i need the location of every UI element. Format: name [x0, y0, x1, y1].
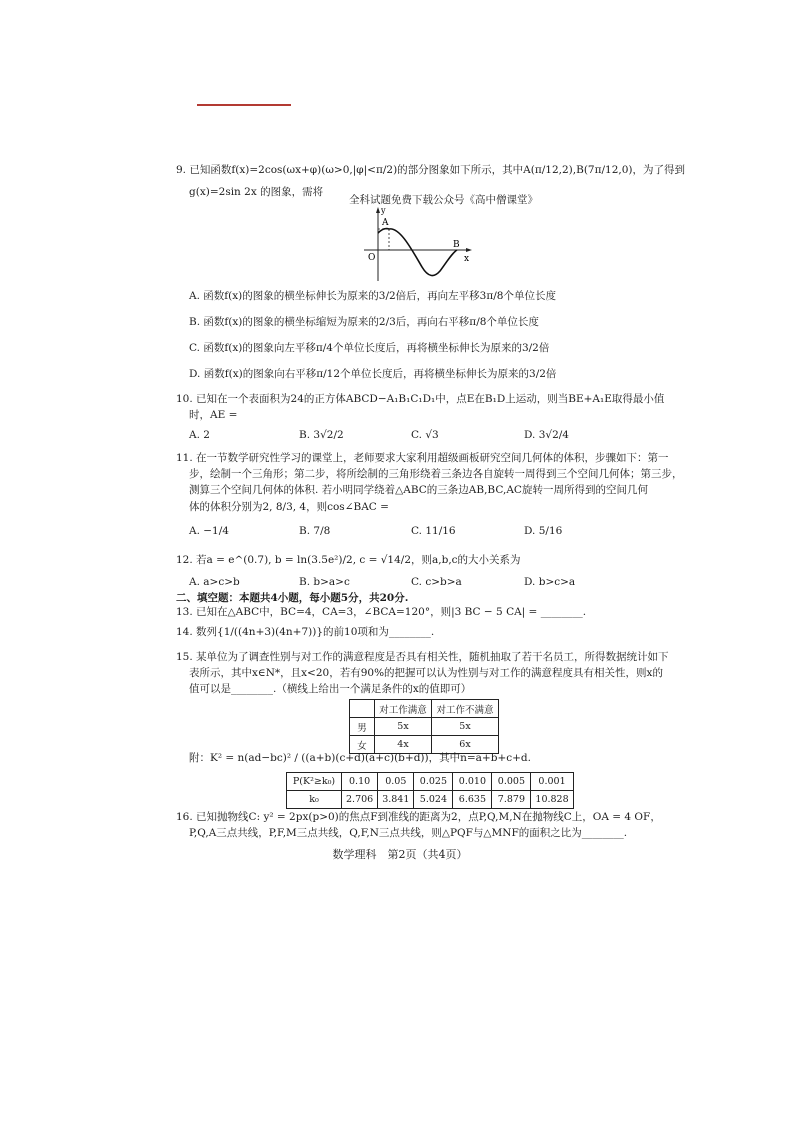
q16-line2: P,Q,A三点共线，P,F,M三点共线，Q,F,N三点共线，则△PQF与△MNF的面积之比为________.: [189, 827, 628, 839]
table-cell: 男: [350, 718, 375, 736]
y-axis-label: y: [381, 206, 386, 215]
q11-option-b: B. 7/8: [299, 525, 331, 537]
section-2-heading: 二、填空题：本题共4小题，每小题5分，共20分.: [176, 592, 409, 604]
table-cell: 7.879: [492, 791, 531, 809]
table-cell: 4x: [375, 736, 432, 754]
table-cell: k₀: [287, 791, 342, 809]
q10-option-a: A. 2: [189, 429, 210, 441]
page-footer: 数学理科 第2页（共4页）: [332, 848, 468, 861]
q10-line1: 10. 已知在一个表面积为24的正方体ABCD−A₁B₁C₁D₁中，点E在B₁D上运动，则当BE+A₁E取得最小值: [176, 393, 665, 405]
q9-line1: 9. 已知函数f(x)=2cos(ωx+φ)(ω>0,|φ|<π/2)的部分图象如下所示，其中A(π/12,2),B(7π/12,0)，为了得到: [176, 164, 686, 176]
q12-option-b: B. b>a>c: [299, 576, 350, 588]
q9-option-a: A. 函数f(x)的图象的横坐标伸长为原来的3/2倍后，再向左平移3π/8个单位长度: [189, 290, 556, 302]
table-cell: 2.706: [342, 791, 378, 809]
x-axis-label: x: [464, 254, 470, 264]
point-b-label: B: [453, 240, 460, 250]
table-cell: [350, 700, 375, 718]
q10-line2: 时，AE =: [189, 409, 238, 421]
q11-line2: 步，绘制一个三角形；第二步，将所绘制的三角形绕着三条边各自旋转一周得到三个空间几何体；第三步，: [189, 468, 683, 480]
x-axis-arrow: [466, 248, 472, 252]
q14-text: 14. 数列{1/((4n+3)(4n+7))}的前10项和为________.: [176, 626, 435, 638]
q12-line1: 12. 若a = e^(0.7), b = ln(3.5e²)/2, c = √14/2，则a,b,c的大小关系为: [176, 554, 521, 566]
q9-line2: g(x)=2sin 2x 的图象，需将: [189, 186, 324, 198]
q15-critical-value-table: [286, 772, 574, 809]
table-cell: 0.10: [342, 773, 378, 791]
q11-line1: 11. 在一节数学研究性学习的课堂上，老师要求大家利用超级画板研究空间几何体的体积，步骤如下：第一: [176, 452, 669, 464]
q10-option-b: B. 3√2/2: [299, 429, 344, 441]
q15-line3: 值可以是________.（横线上给出一个满足条件的x的值即可）: [189, 683, 472, 695]
q9-option-c: C. 函数f(x)的图象向左平移π/4个单位长度后，再将横坐标伸长为原来的3/2倍: [189, 342, 550, 354]
q16-line1: 16. 已知抛物线C: y² = 2px(p>0)的焦点F到准线的距离为2，点P,Q,M,N在抛物线C上，OA = 4 OF，: [176, 811, 661, 823]
table-cell: 5.024: [414, 791, 453, 809]
q15-formula: 附：K² = n(ad−bc)² / ((a+b)(c+d)(a+c)(b+d))，其中n=a+b+c+d.: [189, 752, 531, 764]
table-cell: 3.841: [378, 791, 414, 809]
q12-option-d: D. b>c>a: [524, 576, 576, 588]
table-cell: P(K²≥k₀): [287, 773, 342, 791]
table-cell: 10.828: [531, 791, 573, 809]
header-rule: [197, 104, 291, 106]
q12-option-c: C. c>b>a: [411, 576, 462, 588]
table-cell: 0.025: [414, 773, 453, 791]
q15-line1: 15. 某单位为了调查性别与对工作的满意程度是否具有相关性，随机抽取了若干名员工，所得数据统计如下: [176, 651, 669, 663]
sine-curve: [378, 229, 457, 276]
table-row: [287, 791, 574, 809]
q11-option-d: D. 5/16: [524, 525, 563, 537]
table-row: [287, 773, 574, 791]
table-row: [350, 700, 499, 718]
q9-option-d: D. 函数f(x)的图象向右平移π/12个单位长度后，再将横坐标伸长为原来的3/2倍: [189, 368, 557, 380]
watermark-text: 全科试题免费下载公众号《高中僧课堂》: [349, 194, 538, 206]
q10-option-c: C. √3: [411, 429, 439, 441]
q15-contingency-table: [349, 699, 499, 754]
q9-option-b: B. 函数f(x)的图象的横坐标缩短为原来的2/3后，再向右平移π/8个单位长度: [189, 316, 539, 328]
table-cell: 6x: [432, 736, 499, 754]
q12-option-a: A. a>c>b: [189, 576, 240, 588]
origin-label: O: [368, 253, 376, 263]
table-cell: 0.010: [453, 773, 492, 791]
table-row: [350, 718, 499, 736]
table-cell: 6.635: [453, 791, 492, 809]
point-a-label: A: [382, 218, 389, 228]
q11-line3: 测算三个空间几何体的体积. 若小明同学绕着△ABC的三条边AB,BC,AC旋转一周所得到的空间几何: [189, 484, 648, 496]
q13-text: 13. 已知在△ABC中，BC=4，CA=3，∠BCA=120°，则|3 BC − 5 CA| = ________.: [176, 606, 587, 618]
q11-option-c: C. 11/16: [411, 525, 456, 537]
q11-option-a: A. −1/4: [189, 525, 229, 537]
table-cell: 对工作不满意: [432, 700, 499, 718]
table-cell: 0.001: [531, 773, 573, 791]
table-cell: 女: [350, 736, 375, 754]
table-cell: 5x: [375, 718, 432, 736]
table-cell: 对工作满意: [375, 700, 432, 718]
table-cell: 5x: [432, 718, 499, 736]
table-cell: 0.05: [378, 773, 414, 791]
y-axis-arrow: [376, 207, 380, 213]
q11-line4: 体的体积分别为2, 8/3, 4，则cos∠BAC =: [189, 501, 389, 513]
q15-line2: 表所示，其中x∈N*，且x<20，若有90%的把握可以认为性别与对工作的满意程度具有相关性，则x的: [189, 667, 663, 679]
table-cell: 0.005: [492, 773, 531, 791]
q10-option-d: D. 3√2/4: [524, 429, 569, 441]
q9-function-graph: [360, 205, 475, 285]
